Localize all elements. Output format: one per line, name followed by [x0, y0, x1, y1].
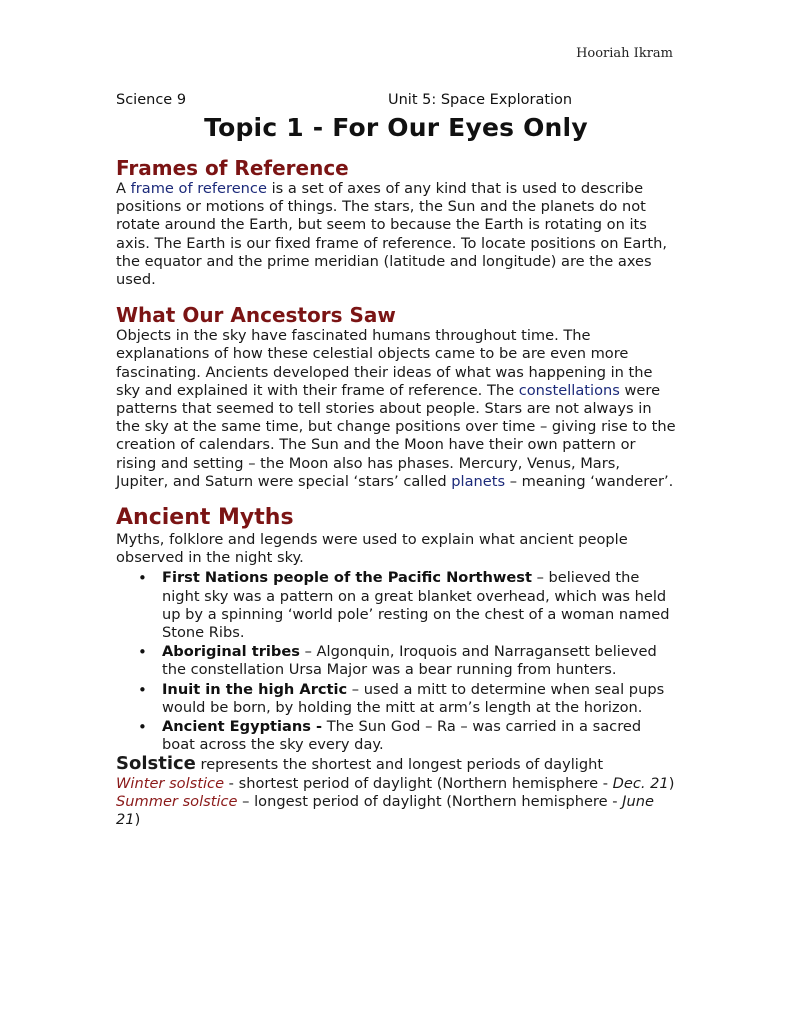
paragraph-myths-intro: Myths, folklore and legends were used to explain what ancient people observed in the night sky. — [116, 531, 628, 567]
section-frames — [116, 156, 676, 289]
page-title: Topic 1 - For Our Eyes Only — [204, 113, 588, 142]
myths-list — [116, 569, 676, 754]
term-frame-of-reference: frame of reference — [130, 180, 267, 197]
paragraph-frames: A frame of reference is a set of axes of any kind that is used to describe positions or motions of things. The stars, the Sun and the planets do not rotate around the Earth, but seem to because the Earth is rotating on its axis. The Earth is our fixed frame of reference. To locate positions on Earth, the equator and the prime meridian (latitude and longitude) are the axes used. — [116, 180, 667, 289]
section-solstice — [116, 755, 676, 829]
term-planets: planets — [451, 472, 506, 490]
document-body — [116, 92, 676, 829]
list-item: • Inuit in the high Arctic – used a mitt to determine when seal pups would be born, by holding the mitt at arm’s length at the horizon. — [162, 681, 676, 717]
term-winter-solstice: Winter solstice — [116, 774, 225, 792]
list-item: • Ancient Egyptians - The Sun God – Ra – was carried in a sacred boat across the sky every day. — [162, 718, 676, 754]
list-item: • Aboriginal tribes – Algonquin, Iroquois and Narragansett believed the constellation Ursa Major was a bear running from hunters. — [162, 643, 676, 679]
author-name: Hooriah Ikram — [576, 46, 673, 61]
section-ancestors — [116, 303, 676, 491]
term-constellations: constellations — [518, 381, 620, 399]
section-myths — [116, 505, 676, 754]
heading-frames: Frames of Reference — [116, 156, 349, 180]
winter-solstice-line: Winter solstice - shortest period of daylight (Northern hemisphere - Dec. 21) — [116, 774, 675, 792]
paragraph-ancestors: Objects in the sky have fascinated humans throughout time. The explanations of how these celestial objects came to be are even more fascinating. Ancients developed their ideas of what was happening in the sky and explained it with their frame of reference. The constellations were patterns that seemed to tell stories about people. Stars are not always in the sky at the same time, but change positions over time – giving rise to the creation of calendars. The Sun and the Moon have their own pattern or rising and setting – the Moon also has phases. Mercury, Venus, Mars, Jupiter, and Saturn were special ‘stars’ called planets – meaning ‘wanderer’. — [116, 327, 676, 490]
term-solstice: Solstice — [116, 753, 196, 775]
list-item: • First Nations people of the Pacific Northwest – believed the night sky was a pattern on a great blanket overhead, which was held up by a spinning ‘world pole’ resting on the chest of a woman named Stone Ribs. — [162, 569, 676, 642]
course-name: Science 9 — [116, 92, 187, 108]
heading-myths: Ancient Myths — [116, 505, 294, 531]
unit-name: Unit 5: Space Exploration — [388, 92, 573, 108]
paragraph-solstice: Solstice represents the shortest and longest periods of daylight — [116, 753, 604, 775]
term-summer-solstice: Summer solstice — [116, 792, 238, 810]
header-row — [116, 92, 676, 112]
heading-ancestors: What Our Ancestors Saw — [116, 303, 396, 328]
summer-solstice-line: Summer solstice – longest period of daylight (Northern hemisphere - June 21) — [116, 792, 654, 829]
